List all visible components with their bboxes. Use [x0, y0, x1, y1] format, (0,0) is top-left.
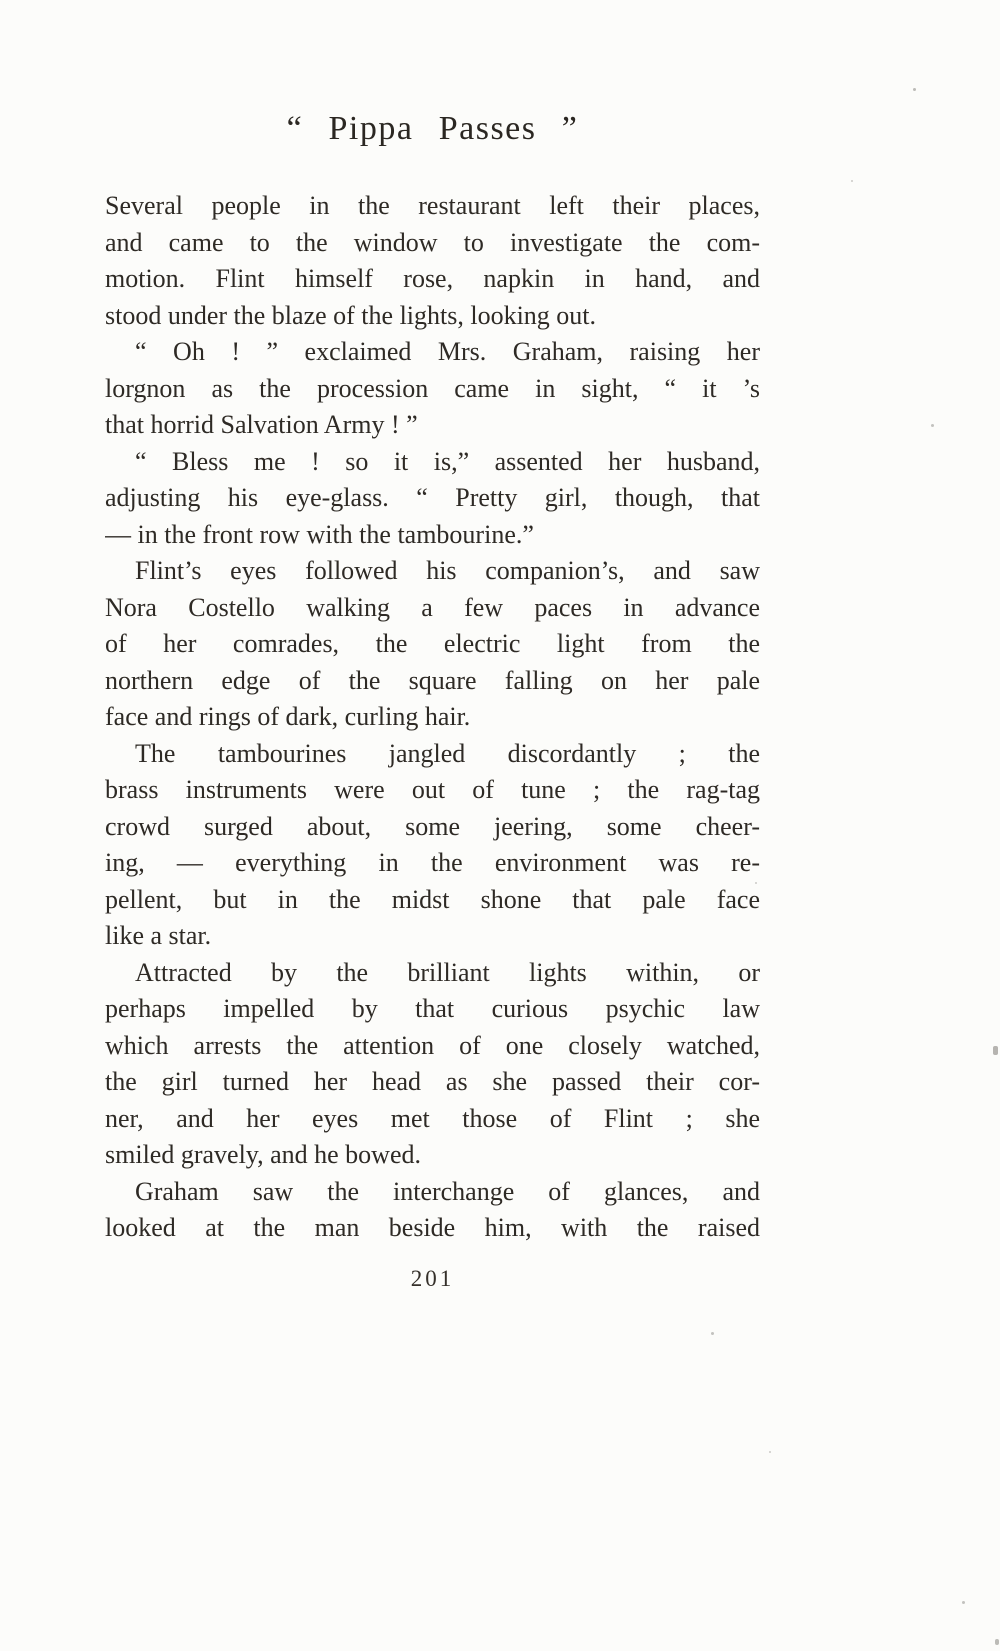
text-line: stood under the blaze of the lights, looking out.: [105, 300, 597, 330]
text-line: “ Bless me ! so it is,” assented her husband,: [135, 446, 760, 476]
text-line: of her comrades, the electric light from the: [105, 629, 760, 658]
text-line: adjusting his eye-glass. “ Pretty girl, though, that: [105, 483, 760, 512]
paragraph: [105, 736, 760, 955]
text-line: pellent, but in the midst shone that pale face: [105, 884, 760, 914]
text-line: ner, and her eyes met those of Flint ; she: [105, 1103, 760, 1133]
text-line: Several people in the restaurant left their places,: [105, 191, 760, 220]
page-number: 201: [410, 1266, 455, 1291]
scan-speck: [913, 88, 916, 91]
scan-speck: [931, 424, 934, 427]
text-line: Graham saw the interchange of glances, and: [135, 1176, 760, 1206]
text-line: Nora Costello walking a few paces in advance: [105, 592, 760, 622]
scan-speck: [851, 180, 853, 182]
text-line: the girl turned her head as she passed their cor-: [105, 1067, 760, 1096]
scan-speck: [962, 1601, 965, 1604]
text-line: and came to the window to investigate the com-: [105, 227, 760, 257]
text-line: ing, — everything in the environment was re-: [105, 848, 760, 877]
text-line: that horrid Salvation Army ! ”: [105, 410, 418, 439]
scan-speck: [755, 882, 757, 884]
text-line: face and rings of dark, curling hair.: [105, 702, 471, 731]
text-line: Flint’s eyes followed his companion’s, and saw: [135, 556, 760, 585]
text-line: northern edge of the square falling on her pale: [105, 665, 760, 695]
text-line: perhaps impelled by that curious psychic law: [105, 994, 760, 1023]
paragraph: [105, 955, 760, 1174]
paragraph: [105, 553, 760, 736]
text-line: Attracted by the brilliant lights within, or: [135, 957, 760, 987]
paragraph: [105, 444, 760, 554]
paragraph: [105, 1174, 760, 1247]
text-line: — in the front row with the tambourine.”: [105, 519, 534, 549]
scan-speck: [993, 1046, 998, 1055]
text-line: “ Oh ! ” exclaimed Mrs. Graham, raising her: [135, 337, 760, 366]
paragraph: [105, 334, 760, 444]
text-line: like a star.: [105, 921, 212, 950]
scan-speck: [711, 1332, 714, 1335]
paragraph: [105, 188, 760, 334]
page-title: “ Pippa Passes ”: [286, 110, 579, 147]
text-block: [105, 188, 760, 1247]
text-line: crowd surged about, some jeering, some cheer-: [105, 811, 760, 841]
scan-speck: [995, 1639, 999, 1645]
text-line: looked at the man beside him, with the raised: [105, 1213, 760, 1242]
scan-speck: [769, 1451, 771, 1453]
text-line: lorgnon as the procession came in sight, “ it ’s: [105, 373, 760, 403]
text-line: brass instruments were out of tune ; the rag-tag: [105, 775, 760, 804]
text-line: motion. Flint himself rose, napkin in hand, and: [105, 264, 760, 293]
text-line: smiled gravely, and he bowed.: [105, 1140, 421, 1169]
text-line: which arrests the attention of one closely watched,: [105, 1030, 760, 1060]
text-line: The tambourines jangled discordantly ; the: [135, 738, 760, 768]
